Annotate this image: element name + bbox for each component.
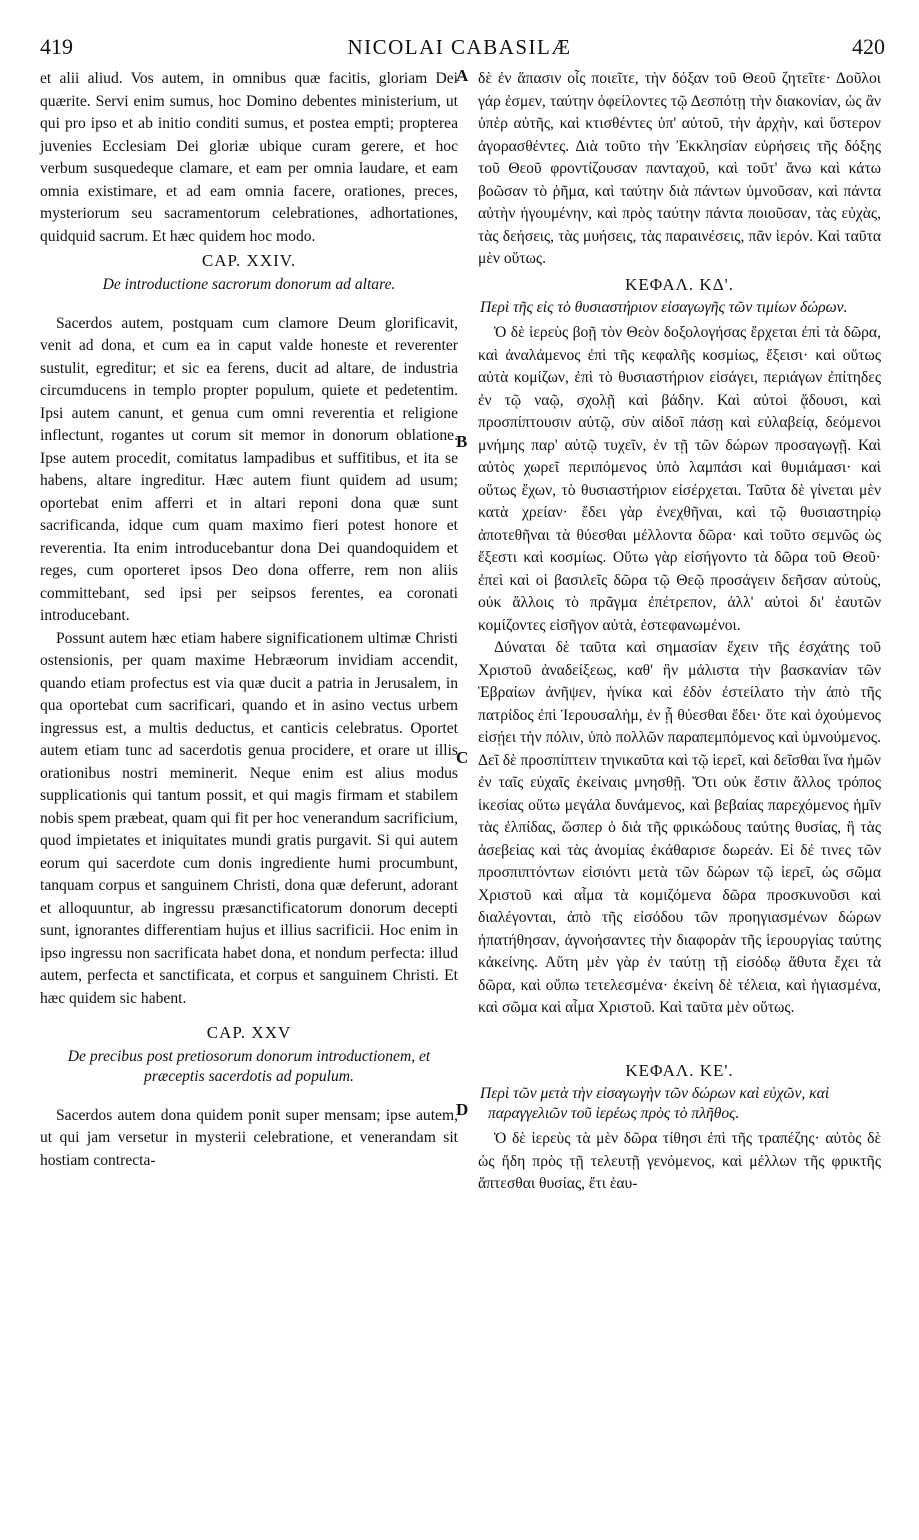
greek-chapter-25-heading: ΚΕΦΑΛ. ΚΕ'. (625, 1060, 734, 1080)
latin-paragraph-24-2: Possunt autem hæc etiam habere significationem ultimæ Christi ostensionis, per quam maxime Hebræorum invidiam accendit, quando etiam profectus est via quæ ducit a patria in Jerusalem, in qua oportebat cum sacrificari, quando et in asino vectus urbem ingressus est, a multis deductus, et canticis celebratus. Oportet autem etiam tunc ad sacerdotis genua procidere, et orare ut illis orationibus nostri meminerit. Neque enim est alius modus supplicationis qui tantum possit, et qui magis firmam et stabilem nobis spem præbeat, quam qui fit per hoc venerandum sacrificium, quod impietates et iniquitates mundi gratis purgavit. Si qui autem eorum qui sacerdote cum donis ingrediente humi procumbunt, tanquam corpus et sanguinem Christi, dona quæ deferunt, adorant et alloquuntur, ab ingressu præsanctificatorum donorum decepti sunt, ignorantes differentiam hujus et illius sacrificii. Hoc enim in ipso ingressu non sacrificata habet dona, et nondum perfecta: illud autem, perfecta et sanctificata, et corpus et sanguinem Christi. Et hæc quidem sic habent. (40, 629, 458, 1007)
latin-column (40, 68, 458, 1172)
latin-chapter-24-title: De introductione sacrorum donorum ad altare. (102, 275, 396, 293)
latin-paragraph-24-1: Sacerdos autem, postquam cum clamore Deum glorificavit, venit ad dona, et cum ea in caput valde honeste et reverenter sustulit, egreditur; et sic ea ferens, ducit ad altare, de industria circumducens in templo propter populum, quiete et pedetentim. Ipsi autem canunt, et genua cum omni reverentia et religione inflectunt, rogantes ut corum sit memor in donorum oblatione. Ipse autem procedit, comitatus lampadibus et suffitibus, et ita se habens, altare ingreditur. Hæc autem fiunt quidem ad usum; oportebat enim afferri et in altari reponi dona quæ sunt sacrificanda, idque cum quam maximo fieri potest honore et reverentia. Ita enim introducebantur dona Dei quandoquidem et reges, cum oporteret ipsos Deo dona offerre, rem non aliis committebant, sed ipsi per seipsos ferentes, ea coronati introducebant. (40, 314, 458, 624)
margin-marker-c: C (456, 748, 469, 767)
margin-marker-d: D (456, 1100, 469, 1119)
latin-chapter-25-title: De precibus post pretiosorum donorum introductionem, et præceptis sacerdotis ad populum. (67, 1047, 431, 1085)
margin-marker-a: A (456, 66, 469, 85)
running-title: NICOLAI CABASILÆ (347, 35, 572, 59)
greek-paragraph-24-1: Ὁ δὲ ἱερεὺς βοῇ τὸν Θεὸν δοξολογήσας ἔρχεται ἐπὶ τὰ δῶρα, καὶ ἀναλάμενος ἐπὶ τῆς κεφαλῆς κοσμίως, ἔξεισι· καὶ οὕτως αὐτὰ κομίζων, ἐπὶ τὸ θυσιαστήριον εἰσάγει, περιάγων ἐπίτηδες ἐν τῷ ναῷ, σχολῇ καὶ βάδην. Καὶ αὐτοὶ ᾄδουσι, καὶ προσπίπτουσιν αὐτῷ, σὺν αἰδοῖ πάσῃ καὶ εὐλαβείᾳ, δεόμενοι μνήμης παρ' αὐτῷ τυχεῖν, ἐν τῇ τῶν δώρων προσαγωγῇ. Καὶ αὐτὸς χωρεῖ περιπόμενος ὑπὸ λαμπάσι καὶ θυμιάμασι· καὶ οὕτως ἔχων, τὸ θυσιαστήριον εἰσέρχεται. Ταῦτα δὲ γίνεται μὲν κατὰ χρείαν· ἔδει γὰρ ἐνεχθῆναι, καὶ τῷ θυσιαστηρίῳ ἀποτεθῆναι τὰ θύεσθαι μέλλοντα δῶρα· καὶ τοῦτο σεμνῶς ὡς ἔξεστι καὶ κοσμίως. Οὕτω γὰρ εἰσήγοντο τὰ δῶρα τοῦ Θεοῦ· ἐπεὶ καὶ οἱ βασιλεῖς δῶρα τῷ Θεῷ προσάγειν δεῆσαν αὐτοὺς, οὐκ ἄλλοις τὸ πρᾶγμα ἐπέτρεπον, ἀλλ' αὐτοὶ δι' ἑαυτῶν κομίζοντες εἰσῆγον αὐτὰ, ἐστεφανωμένοι. (478, 324, 881, 634)
greek-paragraph-24-2: Δύναται δὲ ταῦτα καὶ σημασίαν ἔχειν τῆς ἐσχάτης τοῦ Χριστοῦ ἀναδείξεως, καθ' ἣν μάλιστα τὴν βασκανίαν τῶν Ἑβραίων ἀνῆψεν, ἡνίκα καὶ ἐδὸν ἐστείλατο τὴν ἀπὸ τῆς πατρίδος ἐπὶ Ἱερουσαλὴμ, ἐν ᾗ θύεσθαι ἔδει· ὅτε καὶ ὀχούμενος εἰσῄει τὴν πόλιν, ὑπὸ πολλῶν παραπεμπόμενος καὶ ὑμνούμενος. Δεῖ δὲ προσπίπτειν τηνικαῦτα καὶ τῷ ἱερεῖ, καὶ δεῖσθαι ἵνα ἡμῶν ἐν ταῖς εὐχαῖς ἐκείναις μνησθῇ. Ὅτι οὐκ ἔστιν ἄλλος τρόπος ἱκεσίας οὕτω μεγάλα δυνάμενος, καὶ βεβαίας παρεχόμενος ἡμῖν τὰς ἐλπίδας, ὥσπερ ὁ διὰ τῆς φρικώδους ταύτης θυσίας, ἣ τὰς ἀσεβείας καὶ τὰς ἀνομίας ἐκάθαρισε δωρεάν. Εἰ δέ τινες τῶν προσπιπτόντων εἰσιόντι μετὰ τῶν δώρων τῷ ἱερεῖ, ὡς σῶμα Χριστοῦ καὶ αἷμα τὰ κομιζόμενα δῶρα προσκυνοῦσι καὶ διαλέγονται, ἀπὸ τῆς εἰσόδου τῶν προηγιασμένων δώρων ἠπατήθησαν, ἀγνοήσαντες τὴν διαφορὰν τῆς ἱερουργίας ταύτης κἀκείνης. Αὕτη μὲν γὰρ ἐν ταύτῃ τῇ εἰσόδῳ ἄθυτα ἔχει τὰ δῶρα, καὶ οὔπω τετελεσμένα· ἐκείνη δὲ τέλεια, καὶ ἡγιασμένα, καὶ σῶμα καὶ αἷμα Χριστοῦ. Καὶ ταῦτα μὲν οὕτως. (478, 639, 881, 1016)
latin-chapter-25-heading: CAP. XXV (206, 1023, 292, 1042)
greek-paragraph-25-1: Ὁ δὲ ἱερεὺς τὰ μὲν δῶρα τίθησι ἐπὶ τῆς τραπέζης· αὐτὸς δὲ ὡς ἤδη πρὸς τῇ τελευτῇ γενόμενος, καὶ μέλλων τῆς φρικτῆς ἅπτεσθαι θυσίας, ἔτι ἑαυ- (478, 1130, 881, 1192)
latin-chapter-24-heading: CAP. XXIV. (201, 251, 297, 270)
greek-column (478, 68, 881, 1196)
latin-paragraph-25-1: Sacerdos autem dona quidem ponit super mensam; ipse autem, ut qui jam versetur in mysterii celebratione, et venerandam sit hostiam contrecta- (40, 1106, 458, 1169)
margin-marker-b: B (456, 432, 468, 451)
greek-chapter-25-title: Περὶ τῶν μετὰ τὴν εἰσαγωγὴν τῶν δώρων καὶ εὐχῶν, καὶ παραγγελιῶν τοῦ ἱερέως πρὸς τὸ πλῆθος. (480, 1085, 830, 1122)
latin-paragraph-intro: et alii aliud. Vos autem, in omnibus quæ facitis, gloriam Dei quærite. Servi enim sumus, hoc Domino debentes ministerium, ut qui pro ipso et ab initio conditi sumus, et postea empti; propterea juvenies Ecclesiam Dei gloriæ ubique curam gerere, et hoc verbum susquedeque clamare, et eam per omnia laudare, et eam omnia existimare, et ad eam omnia facere, orationes, preces, mysteriorum seu sacramentorum celebrationes, adhortationes, quidquid sacrum. Et hæc quidem hoc modo. (40, 70, 458, 245)
greek-chapter-24-heading: ΚΕΦΑΛ. ΚΔ'. (625, 274, 734, 294)
greek-paragraph-intro: δὲ ἐν ἅπασιν οἷς ποιεῖτε, τὴν δόξαν τοῦ Θεοῦ ζητεῖτε· Δοῦλοι γάρ ἐσμεν, ταύτην ὀφείλοντες τῷ Δεσπότῃ τὴν διακονίαν, ὡς ἂν ὑπὲρ αὐτῆς, καὶ κτισθέντες ὑπ' αὐτοῦ, τὴν ἀρχὴν, καὶ ὕστερον ἀγορασθέντες. Διὰ τοῦτο τὴν Ἐκκλησίαν εὑρήσεις τῆς δόξης τοῦ Θεοῦ φροντίζουσαν πανταχοῦ, καὶ τοῦτ' ἄνω καὶ κάτω βοῶσαν τὸ ῥῆμα, καὶ ταύτην διὰ πάντων ὑμνοῦσαν, καὶ πάντα αὐτὴν ἡγουμένην, καὶ πρὸς ταύτην πάντα ποιοῦσαν, τὰς εὐχὰς, τὰς δεήσεις, τὰς μυήσεις, τὰς παραινέσεις, πᾶν ἱερόν. Καὶ ταῦτα μὲν οὕτως. (478, 70, 881, 267)
greek-chapter-24-title: Περὶ τῆς εἰς τὸ θυσιαστήριον εἰσαγωγῆς τῶν τιμίων δώρων. (480, 299, 848, 316)
page-number-right: 420 (852, 34, 885, 59)
page-number-left: 419 (40, 34, 73, 59)
